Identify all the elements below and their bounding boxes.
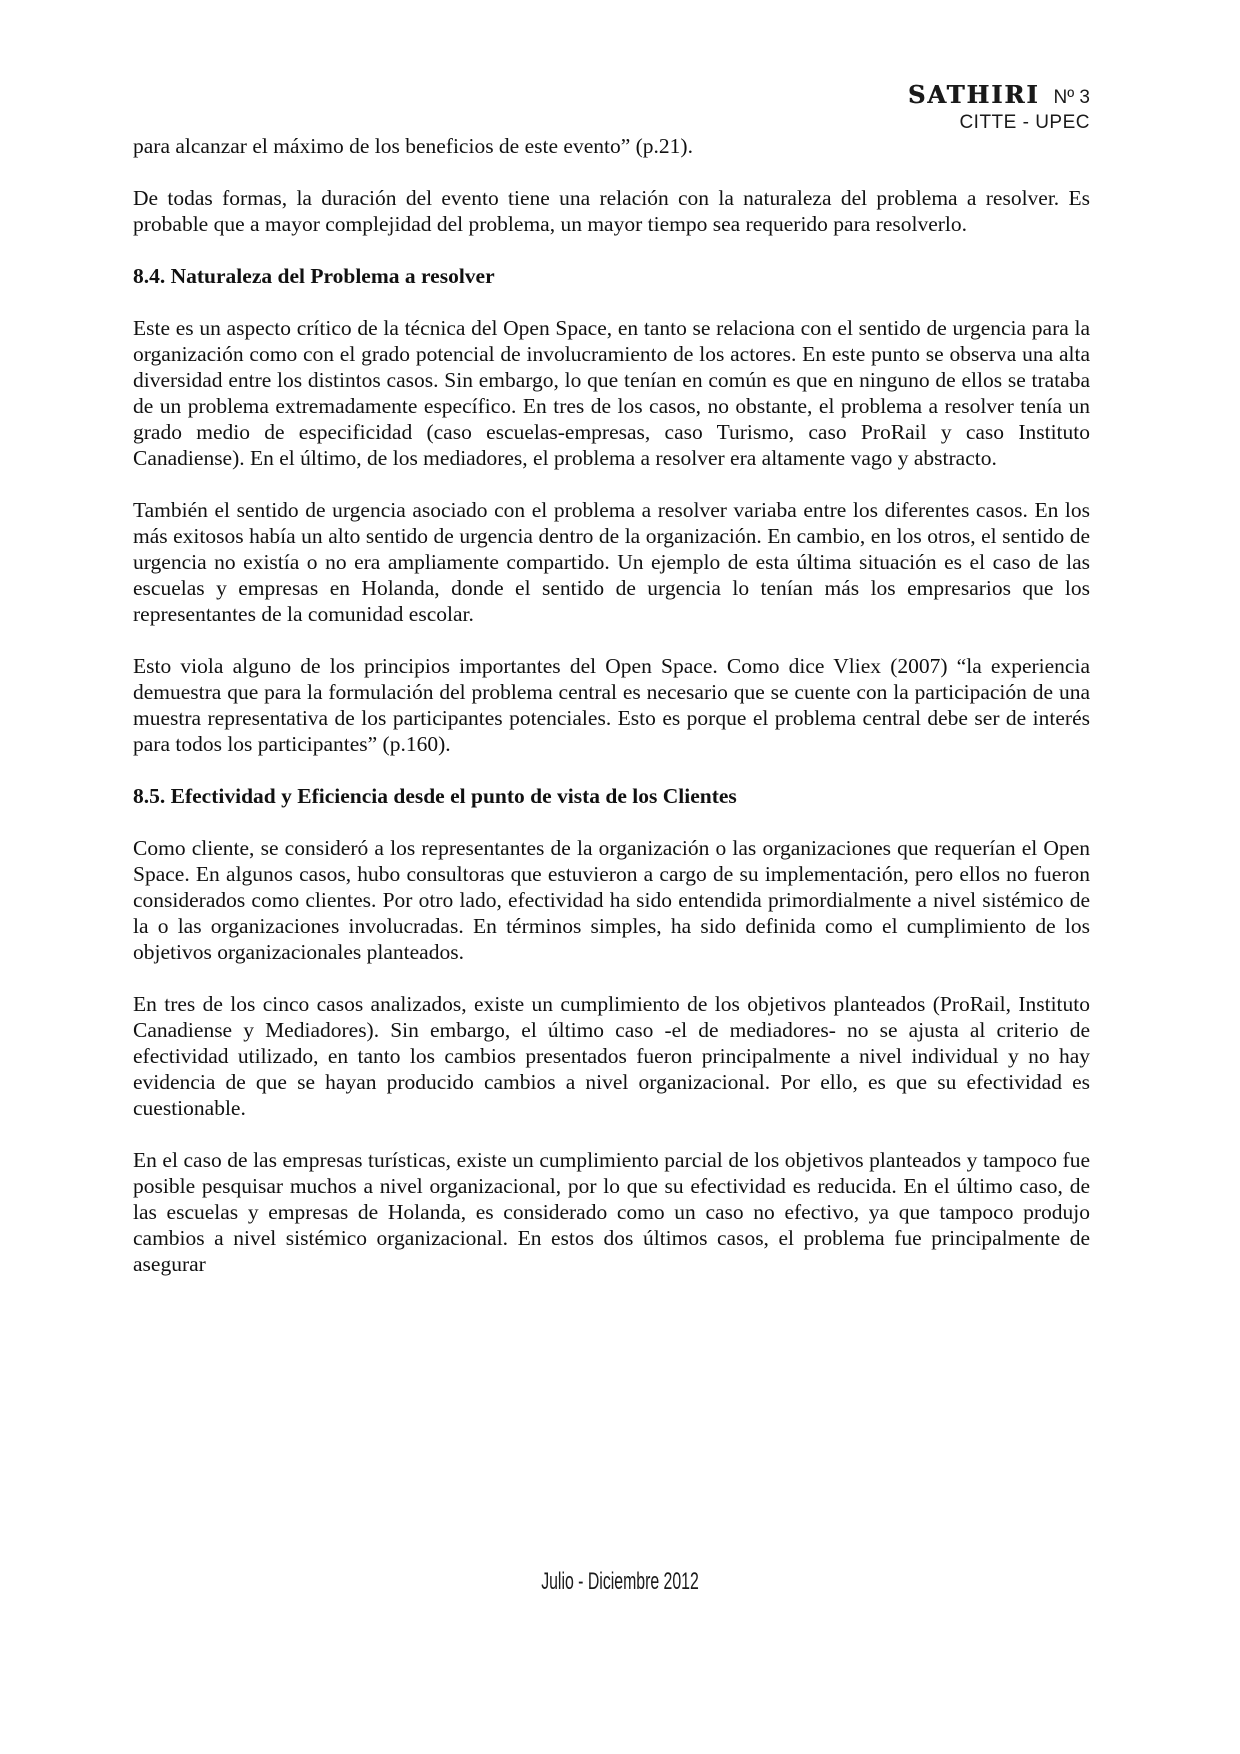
journal-title-row (908, 80, 1090, 109)
page-footer (501, 1568, 740, 1596)
article-body (133, 133, 1090, 1303)
issue-date-range: Julio - Diciembre 2012 (541, 1568, 699, 1595)
paragraph: Como cliente, se consideró a los representantes de la organización o las organizaciones que requerían el Open Space. En algunos casos, hubo consultoras que estuvieron a cargo de su implementación, pero ellos no fueron considerados como clientes. Por otro lado, efectividad ha sido entendida primordialmente a nivel sistémico de la o las organizaciones involucradas. En términos simples, ha sido definida como el cumplimiento de los objetivos organizacionales planteados. (133, 836, 1090, 964)
section-heading-8-4: 8.4. Naturaleza del Problema a resolver (133, 264, 495, 288)
page-header (908, 80, 1090, 134)
paragraph: Esto viola alguno de los principios importantes del Open Space. Como dice Vliex (2007) “la experiencia demuestra que para la formulación del problema central es necesario que se cuente con la participación de una muestra representativa de los participantes potenciales. Esto es porque el problema central debe ser de interés para todos los participantes” (p.160). (133, 654, 1090, 756)
paragraph: En tres de los cinco casos analizados, existe un cumplimiento de los objetivos planteados (ProRail, Instituto Canadiense y Mediadores). Sin embargo, el último caso -el de mediadores- no se ajusta al criterio de efectividad utilizado, en tanto los cambios presentados fueron principalmente a nivel individual y no hay evidencia de que se hayan producido cambios a nivel organizacional. Por ello, es que su efectividad es cuestionable. (133, 992, 1090, 1120)
journal-title: SATHIRI (907, 80, 1040, 109)
issue-number: Nº 3 (1053, 87, 1090, 108)
paragraph-continuation: para alcanzar el máximo de los beneficios de este evento” (p.21). (133, 134, 693, 158)
paragraph: También el sentido de urgencia asociado con el problema a resolver variaba entre los diferentes casos. En los más exitosos había un alto sentido de urgencia dentro de la organización. En cambio, en los otros, el sentido de urgencia no existía o no era ampliamente compartido. Un ejemplo de esta última situación es el caso de las escuelas y empresas en Holanda, donde el sentido de urgencia lo tenían más los empresarios que los representantes de la comunidad escolar. (133, 498, 1090, 626)
paragraph: De todas formas, la duración del evento tiene una relación con la naturaleza del problema a resolver. Es probable que a mayor complejidad del problema, un mayor tiempo sea requerido para resolverlo. (133, 186, 1090, 236)
paragraph-runover: En el caso de las empresas turísticas, existe un cumplimiento parcial de los objetivos planteados y tampoco fue posible pesquisar muchos a nivel organizacional, por lo que su efectividad es reducida. En el último caso, de las escuelas y empresas de Holanda, es considerado como un caso no efectivo, ya que tampoco produjo cambios a nivel sistémico organizacional. En estos dos últimos casos, el problema fue principalmente de asegurar (133, 1148, 1090, 1276)
section-heading-8-5: 8.5. Efectividad y Eficiencia desde el punto de vista de los Clientes (133, 784, 737, 808)
institution-name: CITTE - UPEC (959, 112, 1090, 133)
paragraph: Este es un aspecto crítico de la técnica del Open Space, en tanto se relaciona con el sentido de urgencia para la organización como con el grado potencial de involucramiento de los actores. En este punto se observa una alta diversidad entre los distintos casos. Sin embargo, lo que tenían en común es que en ninguno de ellos se trataba de un problema extremadamente específico. En tres de los casos, no obstante, el problema a resolver tenía un grado medio de especificidad (caso escuelas-empresas, caso Turismo, caso ProRail y caso Instituto Canadiense). En el último, de los mediadores, el problema a resolver era altamente vago y abstracto. (133, 316, 1090, 470)
